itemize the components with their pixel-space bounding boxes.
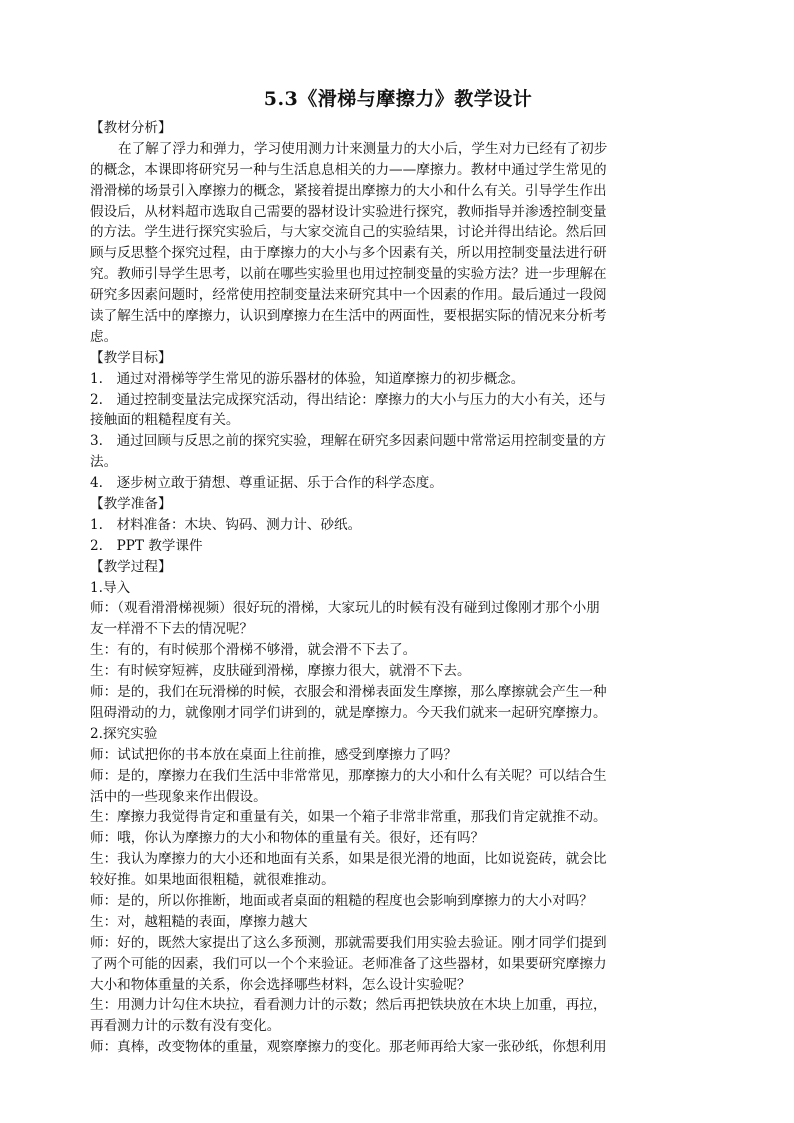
text-line: 假设后，从材料超市选取自己需要的器材设计实验进行探究，教师指导并渗透控制变量 (90, 203, 607, 220)
text-line: 接触面的粗糙程度有关。 (90, 412, 240, 429)
subsection-heading: 2.探究实验 (90, 725, 158, 742)
teacher-line: 师：（观看滑滑梯视频）很好玩的滑梯，大家玩儿的时候有没有碰到过像刚才那个小朋 (90, 600, 600, 617)
text-line: 究。教师引导学生思考，以前在哪些实验里也用过控制变量的实验方法？进一步理解在 (90, 266, 607, 283)
text-line: 读了解生活中的摩擦力，认识到摩擦力在生活中的两面性，要根据实际的情况来分析考 (90, 308, 607, 325)
text-line: 顾与反思整个探究过程，由于摩擦力的大小与多个因素有关，所以用控制变量法进行研 (90, 245, 607, 262)
text-line: 阻碍滑动的力，就像刚才同学们讲到的，就是摩擦力。今天我们就来一起研究摩擦力。 (90, 704, 607, 721)
section-heading: 【教学准备】 (90, 496, 172, 513)
text-line: 滑滑梯的场景引入摩擦力的概念，紧接着提出摩擦力的大小和什么有关。引导学生作出 (90, 182, 607, 199)
text-line: 法。 (90, 454, 118, 471)
list-item: 4. 逐步树立敢于猜想、尊重证据、乐于合作的科学态度。 (90, 475, 443, 492)
section-heading: 【教学目标】 (90, 349, 172, 366)
document-page (90, 86, 706, 1058)
section-heading: 【教材分析】 (90, 120, 172, 136)
text-line: 研究多因素问题时，经常使用控制变量法来研究其中一个因素的作用。最后通过一段阅 (90, 287, 607, 304)
text-line: 较好推。如果地面很粗糙，就很难推动。 (90, 872, 335, 889)
teacher-line: 师：是的，所以你推断，地面或者桌面的粗糙的程度也会影响到摩擦力的大小对吗？ (90, 892, 593, 909)
student-line: 生：对，越粗糙的表面，摩擦力越大 (90, 913, 308, 930)
student-line: 生：摩擦力我觉得肯定和重量有关，如果一个箱子非常非常重，那我们肯定就推不动。 (90, 809, 607, 826)
student-line: 生：有时候穿短裤，皮肤碰到滑梯，摩擦力很大，就滑不下去。 (90, 663, 471, 680)
student-line: 生：用测力计勾住木块拉，看看测力计的示数；然后再把铁块放在木块上加重，再拉， (90, 997, 607, 1014)
teacher-line: 师：哦，你认为摩擦力的大小和物体的重量有关。很好，还有吗？ (90, 830, 485, 847)
document-body (90, 118, 706, 1058)
list-item: 2. PPT 教学课件 (90, 537, 203, 554)
section-heading: 【教学过程】 (90, 558, 172, 575)
text-line: 再看测力计的示数有没有变化。 (90, 1018, 281, 1035)
text-line: 的概念，本课即将研究另一种与生活息息相关的力——摩擦力。教材中通过学生常见的 (90, 161, 607, 178)
teacher-line: 师：是的，摩擦力在我们生活中非常常见，那摩擦力的大小和什么有关呢？可以结合生 (90, 767, 607, 784)
text-line: 了两个可能的因素，我们可以一个个来验证。老师准备了这些器材，如果要研究摩擦力 (90, 955, 607, 972)
text-line: 友一样滑不下去的情况呢？ (90, 621, 254, 638)
text-line: 活中的一些现象来作出假设。 (90, 788, 267, 805)
document-title: 5.3《滑梯与摩擦力》教学设计 (263, 88, 533, 110)
list-item: 1. 通过对滑梯等学生常见的游乐器材的体验，知道摩擦力的初步概念。 (90, 370, 525, 387)
teacher-line: 师：是的，我们在玩滑梯的时候，衣服会和滑梯表面发生摩擦，那么摩擦就会产生一种 (90, 684, 607, 701)
student-line: 生：我认为摩擦力的大小还和地面有关系，如果是很光滑的地面，比如说瓷砖，就会比 (90, 851, 607, 868)
text-line: 虑。 (90, 328, 118, 345)
list-item: 3. 通过回顾与反思之前的探究实验，理解在研究多因素问题中常常运用控制变量的方 (90, 433, 606, 450)
text-line: 在了解了浮力和弹力，学习使用测力计来测量力的大小后，学生对力已经有了初步 (118, 140, 608, 157)
list-item: 1. 材料准备：木块、钩码、测力计、砂纸。 (90, 516, 362, 533)
teacher-line: 师：试试把你的书本放在桌面上往前推，感受到摩擦力了吗？ (90, 746, 458, 763)
text-line: 大小和物体重量的关系，你会选择哪些材料，怎么设计实验呢？ (90, 976, 471, 993)
teacher-line: 师：好的，既然大家提出了这么多预测，那就需要我们用实验去验证。刚才同学们提到 (90, 934, 607, 951)
teacher-line: 师：真棒，改变物体的重量，观察摩擦力的变化。那老师再给大家一张砂纸，你想利用 (90, 1039, 607, 1056)
student-line: 生：有的，有时候那个滑梯不够滑，就会滑不下去了。 (90, 642, 417, 659)
list-item: 2. 通过控制变量法完成探究活动，得出结论：摩擦力的大小与压力的大小有关，还与 (90, 391, 606, 408)
text-line: 的方法。学生进行探究实验后，与大家交流自己的实验结果，讨论并得出结论。然后回 (90, 224, 607, 241)
subsection-heading: 1.导入 (90, 579, 131, 596)
